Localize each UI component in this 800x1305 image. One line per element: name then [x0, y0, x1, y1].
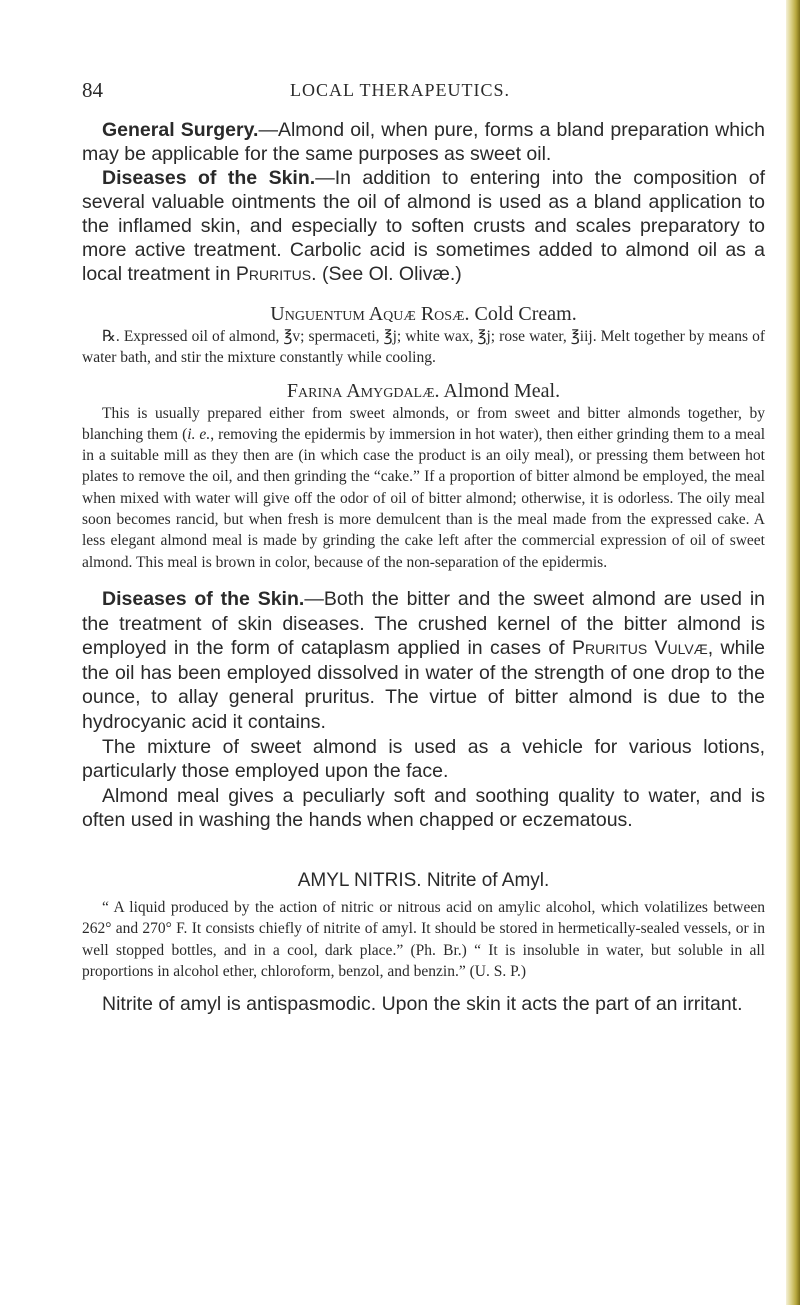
heading-english: Cold Cream.: [469, 303, 577, 325]
runin-heading: Diseases of the Skin.: [102, 167, 316, 189]
heading-latin: Farina Amygdalæ.: [286, 379, 440, 402]
heading-latin: Unguentum Aquæ Rosæ.: [270, 303, 470, 325]
quote-amyl-nitrite: “ A liquid produced by the action of nitric or nitrous acid on amylic alcohol, which volatilizes between 262° and 270° F. It consists chiefly of nitrite of amyl. It should be stored in hermetically-sealed vessels, or in well stopped bottles, and in a cool, dark place.” (Ph. Br.) “ It is insoluble in water, but soluble in all proportions in alcohol ether, chloroform, benzol, and benzin.” (U. S. P.): [82, 898, 765, 980]
runin-heading: Diseases of the Skin.: [102, 587, 305, 610]
paragraph-text: —Almond oil, when pure, forms a bland preparation which may be applicable for the same purposes as sweet oil.: [82, 119, 765, 165]
paragraph-general-surgery: [82, 118, 765, 166]
page-header: [0, 78, 800, 108]
running-head: LOCAL THERAPEUTICS.: [289, 80, 510, 100]
page-edge-binding: [786, 0, 800, 1305]
paragraph-text: —Both the bitter and the sweet almond are used in the treatment of skin diseases. The crushed kernel of the bitter almond is employed in the form of cataplasm applied in cases of: [82, 587, 765, 660]
paragraph-text: This is usually prepared either from sweet almonds, or from sweet and bitter almonds together, by blanching them (: [82, 404, 765, 443]
paragraph-text: , removing the epidermis by immersion in hot water), then either grinding them to a meal in a suitable mill as they then are (in which case the product is an oily meal), or pressing them between hot plates to remove the oil, and then grinding the “cake.” If a proportion of bitter almond be employed, the meal when mixed with water will give off the odor of oil of bitter almond; otherwise, it is odorless. The oily meal soon becomes rancid, but when fresh is more demulcent than is the meal made from the expressed cake. A less elegant almond meal is made by grinding the cake left after the commercial expression of oil of sweet almond. This meal is brown in color, because of the non-separation of the epidermis.: [82, 425, 766, 571]
paragraph-almond-meal-water: Almond meal gives a peculiarly soft and soothing quality to water, and is often used in washing the hands when chapped or eczematous.: [82, 784, 765, 832]
paragraph-text: . (See Ol. Olivæ.): [311, 263, 462, 285]
abbrev-ie: i. e.: [187, 425, 211, 443]
heading-unguentum: [82, 302, 765, 326]
paragraph-text: —In addition to entering into the composition of several valuable ointments the oil of almond is used as a bland application to the inflamed skin, and especially to soften crusts and scales preparatory to more active treatment. Carbolic acid is sometimes added to almond oil as a local treatment in: [82, 167, 766, 285]
runin-heading: General Surgery.: [102, 119, 259, 141]
heading-farina: [82, 379, 765, 403]
paragraph-vehicle-lotions: The mixture of sweet almond is used as a vehicle for various lotions, particularly those employed upon the face.: [82, 735, 765, 783]
term-pruritus-vulvae: Pruritus Vulvæ: [571, 637, 708, 660]
heading-english: Almond Meal.: [439, 379, 561, 402]
page-body: [82, 118, 765, 1016]
paragraph-text: , while the oil has been employed dissolved in water of the strength of one drop to the ounce, to allay general pruritus. The virtue of bitter almond is due to the hydrocyanic acid it contains.: [82, 637, 765, 733]
term-pruritus: Pruritus: [235, 263, 312, 285]
paragraph-diseases-of-skin-almond: [82, 587, 765, 735]
paragraph-diseases-of-skin: [82, 166, 765, 286]
heading-amyl-nitris: AMYL NITRIS. Nitrite of Amyl.: [297, 869, 550, 891]
paragraph-almond-meal: [82, 403, 765, 573]
recipe-cold-cream: ℞. Expressed oil of almond, ℥v; spermaceti, ℥j; white wax, ℥j; rose water, ℥iij. Melt together by means of water bath, and stir the mixture constantly while cooling.: [82, 328, 765, 367]
paragraph-amyl-antispasmodic: Nitrite of amyl is antispasmodic. Upon the skin it acts the part of an irritant.: [102, 993, 743, 1016]
page-number: 84: [82, 78, 103, 102]
